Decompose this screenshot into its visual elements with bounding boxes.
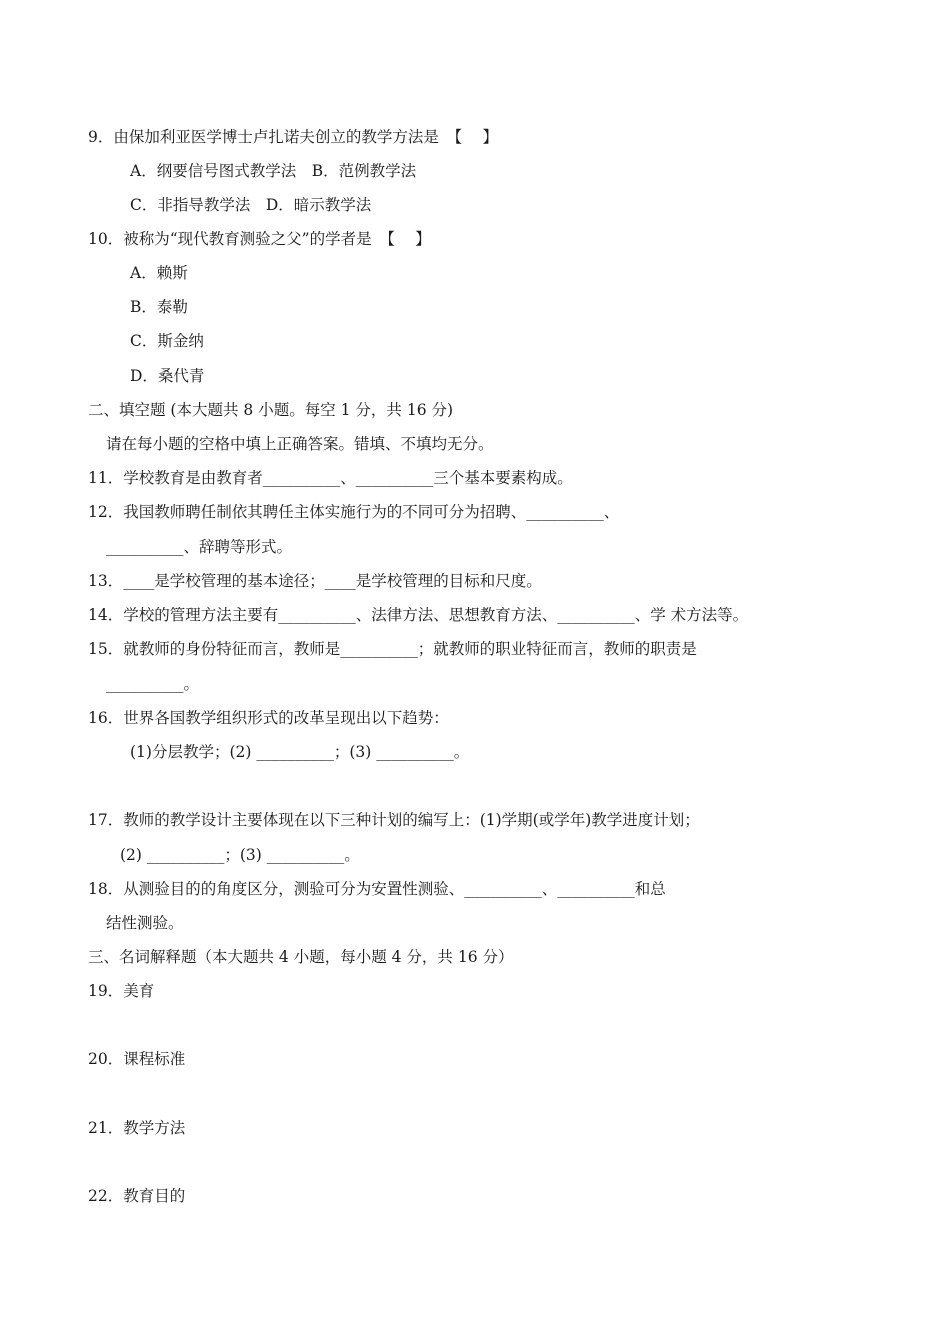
- question-10-option-c: C．斯金纳: [130, 332, 204, 350]
- question-10-option-b: B．泰勒: [130, 298, 188, 316]
- question-10-option-a: A．赖斯: [130, 264, 188, 282]
- question-20: 20．课程标准: [88, 1050, 186, 1068]
- question-21: 21．教学方法: [88, 1119, 186, 1137]
- question-10-option-d: D．桑代青: [130, 367, 205, 385]
- question-17-items: (2) __________；(3) __________。: [120, 846, 360, 864]
- question-17: 17．教师的教学设计主要体现在以下三种计划的编写上：(1)学期(或学年)教学进度计划；: [88, 811, 700, 829]
- question-10: 10．被称为“现代教育测验之父”的学者是 【 】: [88, 230, 431, 248]
- question-9-options-ab: A．纲要信号图式教学法 B．范例教学法: [130, 162, 417, 180]
- section-2-instructions: 请在每小题的空格中填上正确答案。错填、不填均无分。: [106, 435, 494, 453]
- question-13: 13．____是学校管理的基本途径；____是学校管理的目标和尺度。: [88, 572, 542, 590]
- question-9-options-cd: C．非指导教学法 D．暗示教学法: [130, 196, 372, 214]
- question-12: 12．我国教师聘任制依其聘任主体实施行为的不同可分为招聘、__________、: [88, 503, 620, 521]
- question-18-continued: 结性测验。: [106, 914, 184, 932]
- question-19: 19．美育: [88, 982, 155, 1000]
- question-16-items: (1)分层教学；(2) __________；(3) __________。: [130, 743, 470, 761]
- question-15-continued: __________。: [106, 675, 200, 693]
- question-16: 16．世界各国教学组织形式的改革呈现出以下趋势：: [88, 709, 449, 727]
- question-11: 11．学校教育是由教育者__________、__________三个基本要素构成。: [88, 469, 573, 487]
- question-22: 22．教育目的: [88, 1187, 186, 1205]
- section-2-title: 二、填空题 (本大题共 8 小题。每空 1 分，共 16 分): [88, 401, 454, 419]
- question-15: 15．就教师的身份特征而言，教师是__________；就教师的职业特征而言，教师的职责是: [88, 640, 697, 658]
- question-9: 9．由保加利亚医学博士卢扎诺夫创立的教学方法是 【 】: [88, 128, 499, 146]
- question-14: 14．学校的管理方法主要有__________、法律方法、思想教育方法、__________、学 术方法等。: [88, 606, 749, 624]
- section-3-title: 三、名词解释题（本大题共 4 小题，每小题 4 分，共 16 分）: [88, 948, 514, 966]
- question-18: 18．从测验目的的角度区分，测验可分为安置性测验、__________、__________和总: [88, 880, 666, 898]
- question-12-continued: __________、辞聘等形式。: [106, 538, 293, 556]
